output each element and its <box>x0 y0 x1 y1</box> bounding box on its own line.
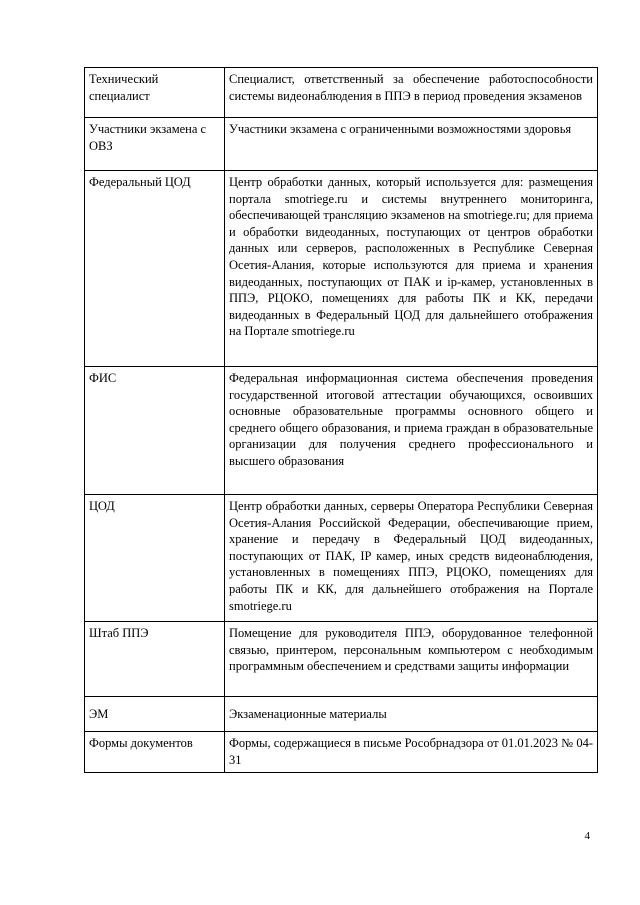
definition-cell: Специалист, ответственный за обеспечение работоспособности системы видеонаблюдения в ППЭ в период проведения экзаменов <box>225 68 598 118</box>
definition-cell: Участники экзамена с ограниченными возможностями здоровья <box>225 118 598 171</box>
term-cell: Технический специалист <box>85 68 225 118</box>
definition-cell: Формы, содержащиеся в письме Рособрнадзора от 01.01.2023 № 04-31 <box>225 732 598 773</box>
term-cell: Участники экзамена с ОВЗ <box>85 118 225 171</box>
term-cell: ФИС <box>85 367 225 495</box>
definition-cell: Центр обработки данных, серверы Оператора Республики Северная Осетия-Алания Российской Федерации, обеспечивающие прием, хранение и передачу в Федеральный ЦОД видеоданных, поступающих от ПАК, IP камер, иных средств видеонаблюдения, установленных в помещениях ППЭ, РЦОКО, помещениях для работы ПК и КК, для дальнейшего отображения на Портале smotriege.ru <box>225 495 598 622</box>
table-row <box>85 367 598 495</box>
term-cell: Федеральный ЦОД <box>85 171 225 367</box>
term-cell: Штаб ППЭ <box>85 622 225 697</box>
table-row <box>85 495 598 622</box>
term-cell: Формы документов <box>85 732 225 773</box>
page-number: 4 <box>584 830 590 842</box>
term-cell: ЭМ <box>85 697 225 732</box>
table-row <box>85 622 598 697</box>
definition-cell: Центр обработки данных, который используется для: размещения портала smotriege.ru и системы внутреннего мониторинга, обеспечивающей трансляцию экзаменов на smotriege.ru; для приема и обработки видеоданных, поступающих от центров обработки данных или серверов, расположенных в Республике Северная Осетия-Алания, которые используются для приема и хранения видеоданных, поступающих от ПАК и ip-камер, установленных в ППЭ, РЦОКО, помещениях для работы ПК и КК, передачи видеоданных в Федеральный ЦОД для дальнейшего отображения на Портале smotriege.ru <box>225 171 598 367</box>
table-row <box>85 697 598 732</box>
definition-cell: Федеральная информационная система обеспечения проведения государственной итоговой аттестации обучающихся, освоивших основные образовательные программы основного общего и среднего общего образования, и приема граждан в образовательные организации для получения среднего профессионального и высшего образования <box>225 367 598 495</box>
table-row <box>85 118 598 171</box>
glossary-table <box>84 67 598 773</box>
table-row <box>85 171 598 367</box>
definition-cell: Экзаменационные материалы <box>225 697 598 732</box>
table-row <box>85 732 598 773</box>
term-cell: ЦОД <box>85 495 225 622</box>
definition-cell: Помещение для руководителя ППЭ, оборудованное телефонной связью, принтером, персональным компьютером с необходимым программным обеспечением и средствами защиты информации <box>225 622 598 697</box>
table-row <box>85 68 598 118</box>
